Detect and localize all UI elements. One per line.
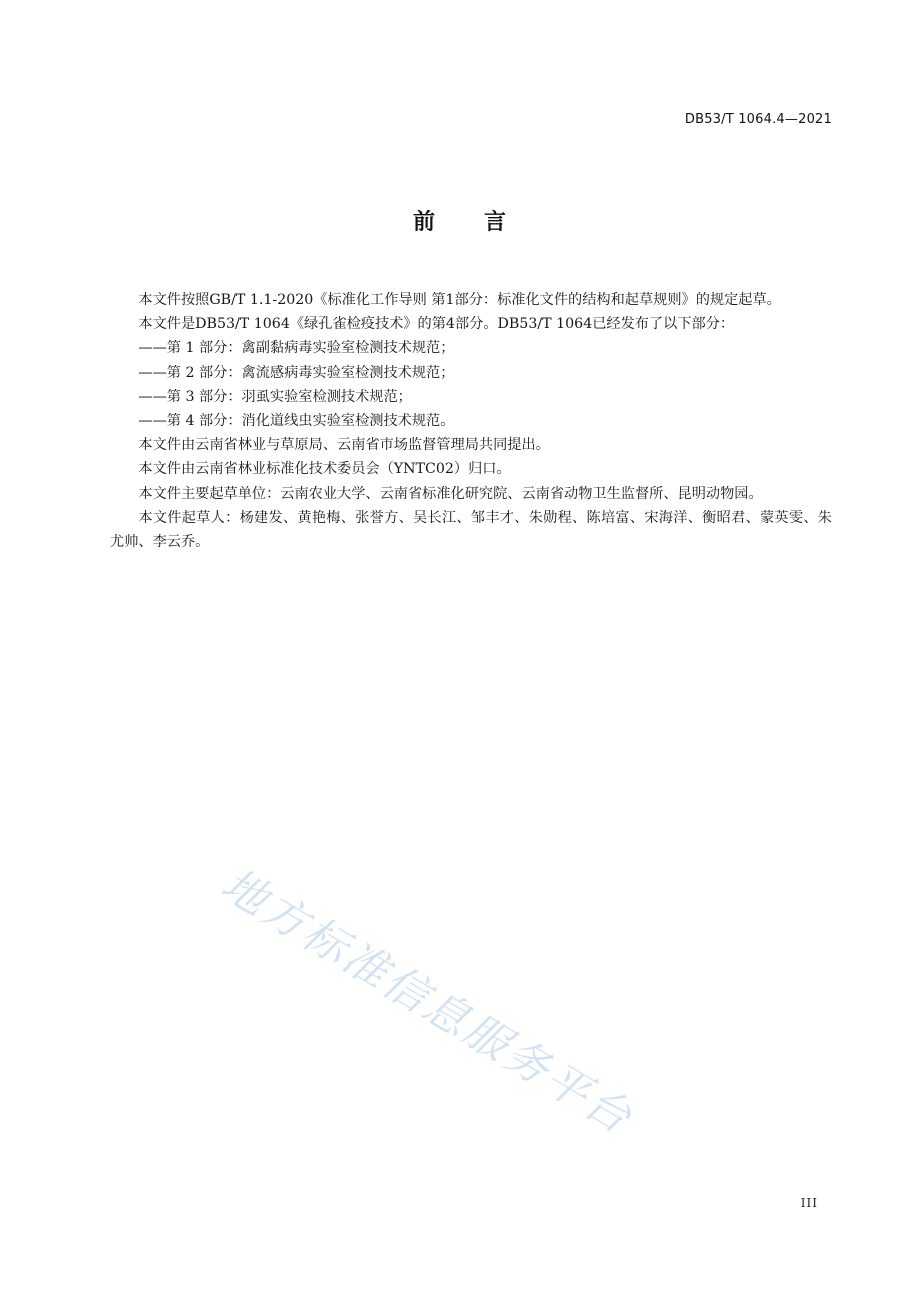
standard-code: DB53/T 1064.4—2021 [684,112,832,127]
page-title [0,205,920,236]
list-item-part-4: ——第 4 部分：消化道线虫实验室检测技术规范。 [138,413,455,430]
paragraph-drafting-rules: 本文件按照GB/T 1.1-2020《标准化工作导则 第1部分：标准化文件的结构和起草规则》的规定起草。 [138,292,781,308]
watermark: 地方标准信息服务平台 [212,858,642,1145]
paragraph-drafting-units: 本文件主要起草单位：云南农业大学、云南省标准化研究院、云南省动物卫生监督所、昆明动物园。 [138,485,763,502]
title-char-1: 前 [412,210,436,235]
paragraph-proposed-by: 本文件由云南省林业与草原局、云南省市场监督管理局共同提出。 [138,437,550,454]
paragraph-drafters: 本文件起草人：杨建发、黄艳梅、张誉方、吴长江、邹丰才、朱勋程、陈培富、宋海洋、衡昭君、蒙英雯、朱尤帅、李云乔。 [110,509,832,551]
page-number: III [800,1196,818,1210]
list-item-part-1: ——第 1 部分：禽副黏病毒实验室检测技术规范； [138,340,455,357]
list-item-part-3: ——第 3 部分：羽虱实验室检测技术规范； [138,388,412,405]
list-item-part-2: ——第 2 部分：禽流感病毒实验室检测技术规范； [138,364,455,381]
foreword-body [110,288,832,554]
paragraph-under-jurisdiction: 本文件由云南省林业标准化技术委员会（YNTC02）归口。 [138,461,511,478]
title-char-2: 言 [484,210,508,235]
paragraph-part-statement: 本文件是DB53/T 1064《绿孔雀检疫技术》的第4部分。DB53/T 1064已经发布了以下部分： [138,316,735,333]
